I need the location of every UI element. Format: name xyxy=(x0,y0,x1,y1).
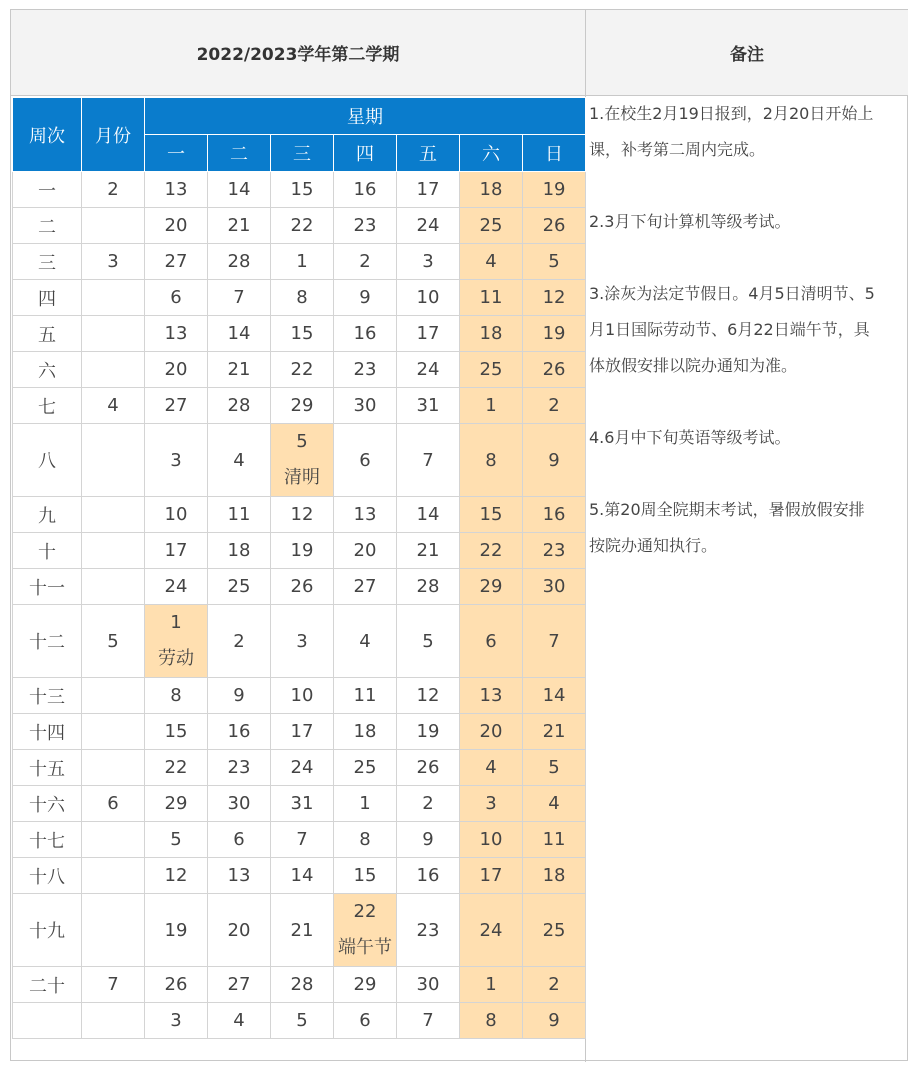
month-cell: 6 xyxy=(82,786,145,822)
week-number: 十五 xyxy=(13,750,82,786)
day-cell: 2 xyxy=(334,244,397,280)
day-cell: 20 xyxy=(208,894,271,967)
weekend-day-cell: 17 xyxy=(460,858,523,894)
day-cell: 17 xyxy=(397,172,460,208)
semester-calendar-table xyxy=(10,9,908,1061)
day-cell: 26 xyxy=(271,569,334,605)
week-row xyxy=(13,388,586,424)
week-row xyxy=(13,894,586,967)
holiday-label: 清明 xyxy=(284,467,320,488)
week-row xyxy=(13,352,586,388)
day-cell: 15 xyxy=(271,316,334,352)
week-number: 一 xyxy=(13,172,82,208)
month-cell xyxy=(82,678,145,714)
day-cell: 31 xyxy=(397,388,460,424)
day-cell: 9 xyxy=(334,280,397,316)
week-number: 六 xyxy=(13,352,82,388)
weekend-day-cell: 24 xyxy=(460,894,523,967)
day-cell: 26 xyxy=(397,750,460,786)
weekend-day-cell: 23 xyxy=(523,533,586,569)
day-cell: 12 xyxy=(145,858,208,894)
weekend-day-cell: 2 xyxy=(523,388,586,424)
holiday-label: 劳动 xyxy=(158,648,194,669)
weekend-day-cell: 19 xyxy=(523,316,586,352)
day-cell: 22 xyxy=(271,352,334,388)
week-row xyxy=(13,750,586,786)
weekend-day-cell: 11 xyxy=(460,280,523,316)
day-cell: 10 xyxy=(397,280,460,316)
day-cell: 9 xyxy=(397,822,460,858)
month-cell: 5 xyxy=(82,605,145,678)
day-cell: 30 xyxy=(397,967,460,1003)
day-cell: 19 xyxy=(397,714,460,750)
weekend-day-cell: 11 xyxy=(523,822,586,858)
weekend-day-cell: 19 xyxy=(523,172,586,208)
col-weekday-header: 星期 xyxy=(145,98,586,135)
day-cell: 8 xyxy=(271,280,334,316)
note-line: 体放假安排以院办通知为准。 xyxy=(589,356,798,375)
day-cell: 1 xyxy=(334,786,397,822)
holiday-day-cell xyxy=(145,605,208,678)
notes-cell xyxy=(587,96,908,1062)
day-cell: 6 xyxy=(208,822,271,858)
day-cell: 24 xyxy=(397,208,460,244)
day-cell: 23 xyxy=(208,750,271,786)
day-cell: 9 xyxy=(208,678,271,714)
week-number: 八 xyxy=(13,424,82,497)
day-cell: 3 xyxy=(271,605,334,678)
day-cell: 15 xyxy=(271,172,334,208)
week-row xyxy=(13,822,586,858)
day-cell: 14 xyxy=(208,316,271,352)
day-cell: 6 xyxy=(145,280,208,316)
day-cell: 17 xyxy=(397,316,460,352)
day-cell: 7 xyxy=(397,1003,460,1039)
day-number: 5 xyxy=(296,431,308,452)
note-spacer xyxy=(589,384,908,420)
day-cell: 25 xyxy=(208,569,271,605)
day-cell: 6 xyxy=(334,1003,397,1039)
day-cell: 30 xyxy=(208,786,271,822)
day-number: 1 xyxy=(170,612,182,633)
week-number: 二 xyxy=(13,208,82,244)
weekend-day-cell: 2 xyxy=(523,967,586,1003)
weekend-day-cell: 14 xyxy=(523,678,586,714)
day-cell: 16 xyxy=(397,858,460,894)
weekend-day-cell: 29 xyxy=(460,569,523,605)
day-cell: 18 xyxy=(208,533,271,569)
notes-list xyxy=(587,96,908,564)
day-cell: 11 xyxy=(208,497,271,533)
day-cell: 17 xyxy=(271,714,334,750)
note-line: 月1日国际劳动节、6月22日端午节，具 xyxy=(589,320,870,339)
day-cell: 12 xyxy=(271,497,334,533)
weekend-day-cell: 9 xyxy=(523,424,586,497)
week-row xyxy=(13,280,586,316)
day-cell: 2 xyxy=(208,605,271,678)
notes-title: 备注 xyxy=(586,10,908,96)
week-number: 二十 xyxy=(13,967,82,1003)
day-cell: 24 xyxy=(397,352,460,388)
day-cell: 15 xyxy=(334,858,397,894)
weekday-header: 二 xyxy=(208,135,271,172)
weekend-day-cell: 22 xyxy=(460,533,523,569)
col-week-header: 周次 xyxy=(13,98,82,172)
weekend-day-cell: 26 xyxy=(523,352,586,388)
week-row xyxy=(13,497,586,533)
calendar-grid xyxy=(12,97,586,1039)
week-number: 三 xyxy=(13,244,82,280)
week-number: 十八 xyxy=(13,858,82,894)
weekend-day-cell: 25 xyxy=(460,208,523,244)
day-cell: 27 xyxy=(145,244,208,280)
day-cell: 26 xyxy=(145,967,208,1003)
day-cell: 13 xyxy=(334,497,397,533)
month-cell: 4 xyxy=(82,388,145,424)
week-row xyxy=(13,569,586,605)
day-cell: 2 xyxy=(397,786,460,822)
day-cell: 14 xyxy=(271,858,334,894)
day-cell: 13 xyxy=(208,858,271,894)
note-spacer xyxy=(589,168,908,204)
week-row xyxy=(13,605,586,678)
day-cell: 29 xyxy=(334,967,397,1003)
weekday-header: 三 xyxy=(271,135,334,172)
week-row xyxy=(13,1003,586,1039)
month-cell: 3 xyxy=(82,244,145,280)
weekend-day-cell: 12 xyxy=(523,280,586,316)
day-cell: 4 xyxy=(208,424,271,497)
day-cell: 22 xyxy=(271,208,334,244)
holiday-day-cell xyxy=(271,424,334,497)
week-number: 七 xyxy=(13,388,82,424)
day-cell: 29 xyxy=(145,786,208,822)
week-number: 十九 xyxy=(13,894,82,967)
month-cell: 2 xyxy=(82,172,145,208)
month-cell xyxy=(82,858,145,894)
day-cell: 5 xyxy=(271,1003,334,1039)
day-cell: 19 xyxy=(145,894,208,967)
weekend-day-cell: 18 xyxy=(460,172,523,208)
note-line: 5.第20周全院期末考试，暑假放假安排 xyxy=(589,500,865,519)
day-cell: 16 xyxy=(334,316,397,352)
day-cell: 28 xyxy=(208,388,271,424)
col-month-header: 月份 xyxy=(82,98,145,172)
day-cell: 27 xyxy=(334,569,397,605)
week-row xyxy=(13,858,586,894)
day-cell: 24 xyxy=(145,569,208,605)
month-cell xyxy=(82,208,145,244)
weekend-day-cell: 5 xyxy=(523,244,586,280)
day-cell: 27 xyxy=(145,388,208,424)
day-cell: 22 xyxy=(145,750,208,786)
day-cell: 21 xyxy=(208,208,271,244)
day-cell: 10 xyxy=(271,678,334,714)
month-cell xyxy=(82,714,145,750)
weekend-day-cell: 26 xyxy=(523,208,586,244)
day-cell: 7 xyxy=(208,280,271,316)
month-cell xyxy=(82,822,145,858)
day-cell: 23 xyxy=(334,208,397,244)
day-cell: 30 xyxy=(334,388,397,424)
month-cell xyxy=(82,280,145,316)
weekend-day-cell: 16 xyxy=(523,497,586,533)
weekend-day-cell: 13 xyxy=(460,678,523,714)
day-cell: 16 xyxy=(334,172,397,208)
weekday-header: 六 xyxy=(460,135,523,172)
note-spacer xyxy=(589,456,908,492)
day-number: 22 xyxy=(353,901,377,922)
month-cell xyxy=(82,1003,145,1039)
week-number: 十二 xyxy=(13,605,82,678)
day-cell: 13 xyxy=(145,316,208,352)
day-cell: 28 xyxy=(208,244,271,280)
month-cell xyxy=(82,569,145,605)
week-number: 十一 xyxy=(13,569,82,605)
day-cell: 11 xyxy=(334,678,397,714)
weekend-day-cell: 5 xyxy=(523,750,586,786)
day-cell: 20 xyxy=(334,533,397,569)
day-cell: 5 xyxy=(397,605,460,678)
day-cell: 6 xyxy=(334,424,397,497)
day-cell: 17 xyxy=(145,533,208,569)
day-cell: 4 xyxy=(334,605,397,678)
weekend-day-cell: 10 xyxy=(460,822,523,858)
holiday-day-cell xyxy=(334,894,397,967)
day-cell: 23 xyxy=(397,894,460,967)
note-line: 1.在校生2月19日报到，2月20日开始上 xyxy=(589,104,874,123)
week-number: 九 xyxy=(13,497,82,533)
weekend-day-cell: 4 xyxy=(523,786,586,822)
day-cell: 3 xyxy=(145,1003,208,1039)
day-cell: 21 xyxy=(271,894,334,967)
month-cell xyxy=(82,750,145,786)
week-number: 十 xyxy=(13,533,82,569)
day-cell: 25 xyxy=(334,750,397,786)
day-cell: 14 xyxy=(397,497,460,533)
month-cell xyxy=(82,352,145,388)
day-cell: 8 xyxy=(334,822,397,858)
day-cell: 3 xyxy=(145,424,208,497)
note-line: 4.6月中下旬英语等级考试。 xyxy=(589,428,791,447)
calendar-cell xyxy=(11,96,586,1062)
note-line: 3.涂灰为法定节假日。4月5日清明节、5 xyxy=(589,284,875,303)
day-cell: 12 xyxy=(397,678,460,714)
day-cell: 28 xyxy=(397,569,460,605)
day-cell: 28 xyxy=(271,967,334,1003)
day-cell: 21 xyxy=(397,533,460,569)
week-row xyxy=(13,172,586,208)
weekend-day-cell: 21 xyxy=(523,714,586,750)
month-cell xyxy=(82,533,145,569)
week-row xyxy=(13,786,586,822)
weekday-header: 日 xyxy=(523,135,586,172)
week-row xyxy=(13,678,586,714)
month-cell xyxy=(82,316,145,352)
week-row xyxy=(13,316,586,352)
day-cell: 7 xyxy=(271,822,334,858)
week-row xyxy=(13,533,586,569)
semester-title: 2022/2023学年第二学期 xyxy=(11,10,586,96)
day-cell: 7 xyxy=(397,424,460,497)
day-cell: 27 xyxy=(208,967,271,1003)
weekend-day-cell: 4 xyxy=(460,244,523,280)
weekend-day-cell: 18 xyxy=(523,858,586,894)
month-cell: 7 xyxy=(82,967,145,1003)
weekend-day-cell: 6 xyxy=(460,605,523,678)
weekend-day-cell: 1 xyxy=(460,388,523,424)
weekend-day-cell: 30 xyxy=(523,569,586,605)
month-cell xyxy=(82,894,145,967)
week-number: 四 xyxy=(13,280,82,316)
weekend-day-cell: 1 xyxy=(460,967,523,1003)
day-cell: 5 xyxy=(145,822,208,858)
day-cell: 4 xyxy=(208,1003,271,1039)
week-row xyxy=(13,244,586,280)
day-cell: 29 xyxy=(271,388,334,424)
day-cell: 31 xyxy=(271,786,334,822)
weekday-header: 四 xyxy=(334,135,397,172)
week-number xyxy=(13,1003,82,1039)
day-cell: 20 xyxy=(145,208,208,244)
weekend-day-cell: 18 xyxy=(460,316,523,352)
week-number: 十三 xyxy=(13,678,82,714)
weekend-day-cell: 20 xyxy=(460,714,523,750)
note-line: 按院办通知执行。 xyxy=(589,536,718,555)
day-cell: 23 xyxy=(334,352,397,388)
day-cell: 20 xyxy=(145,352,208,388)
month-cell xyxy=(82,424,145,497)
week-row xyxy=(13,208,586,244)
month-cell xyxy=(82,497,145,533)
day-cell: 10 xyxy=(145,497,208,533)
weekday-header: 五 xyxy=(397,135,460,172)
week-row xyxy=(13,424,586,497)
weekend-day-cell: 25 xyxy=(523,894,586,967)
holiday-label: 端午节 xyxy=(338,937,392,958)
weekend-day-cell: 4 xyxy=(460,750,523,786)
week-number: 十七 xyxy=(13,822,82,858)
weekend-day-cell: 8 xyxy=(460,424,523,497)
day-cell: 1 xyxy=(271,244,334,280)
weekend-day-cell: 9 xyxy=(523,1003,586,1039)
weekend-day-cell: 8 xyxy=(460,1003,523,1039)
day-cell: 8 xyxy=(145,678,208,714)
day-cell: 13 xyxy=(145,172,208,208)
week-number: 五 xyxy=(13,316,82,352)
day-cell: 14 xyxy=(208,172,271,208)
day-cell: 3 xyxy=(397,244,460,280)
day-cell: 19 xyxy=(271,533,334,569)
day-cell: 24 xyxy=(271,750,334,786)
note-spacer xyxy=(589,240,908,276)
weekday-header: 一 xyxy=(145,135,208,172)
week-number: 十四 xyxy=(13,714,82,750)
week-row xyxy=(13,714,586,750)
day-cell: 21 xyxy=(208,352,271,388)
day-cell: 18 xyxy=(334,714,397,750)
weekend-day-cell: 7 xyxy=(523,605,586,678)
note-line: 课，补考第二周内完成。 xyxy=(589,140,766,159)
day-cell: 15 xyxy=(145,714,208,750)
weekend-day-cell: 3 xyxy=(460,786,523,822)
weekend-day-cell: 15 xyxy=(460,497,523,533)
week-number: 十六 xyxy=(13,786,82,822)
note-line: 2.3月下旬计算机等级考试。 xyxy=(589,212,791,231)
day-cell: 16 xyxy=(208,714,271,750)
week-row xyxy=(13,967,586,1003)
weekend-day-cell: 25 xyxy=(460,352,523,388)
